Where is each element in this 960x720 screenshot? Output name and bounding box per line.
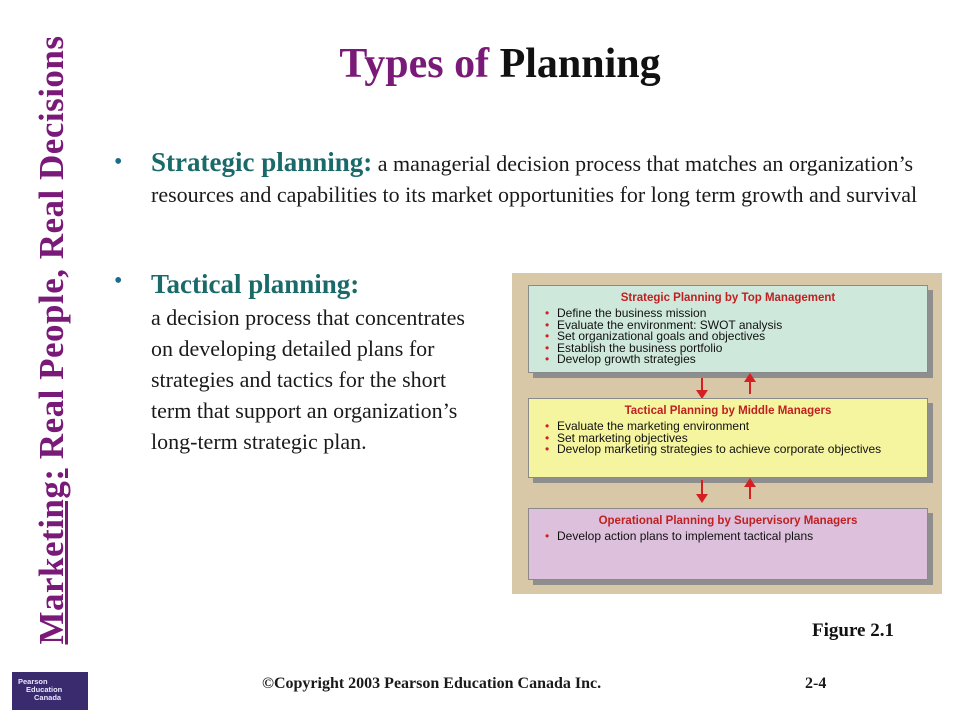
bullet-strategic-planning — [114, 147, 921, 210]
panel-item: • Develop growth strategies — [557, 354, 927, 366]
copyright-footer: ©Copyright 2003 Pearson Education Canada Inc. — [262, 675, 602, 692]
logo-line: Canada — [34, 693, 62, 702]
page-title — [0, 40, 960, 88]
bullet-dot-icon: • — [114, 268, 123, 294]
arrow-up-icon — [749, 380, 751, 394]
side-title-tagline: Real People, Real Decisions — [32, 35, 71, 469]
panel-item: • Develop action plans to implement tactical plans — [557, 531, 927, 543]
arrow-down-icon — [701, 378, 703, 392]
panel-item: • Define the business mission — [557, 308, 927, 320]
panel-item: • Set organizational goals and objectives — [557, 331, 927, 343]
panel-item: • Establish the business portfolio — [557, 343, 927, 355]
panel-item: • Develop marketing strategies to achieve corporate objectives — [557, 444, 927, 456]
panel-heading: Operational Planning by Supervisory Managers — [598, 515, 858, 527]
side-title-marketing: Marketing: — [32, 468, 71, 645]
bullet-term: Tactical planning: — [151, 269, 360, 299]
bullet-term: Strategic planning: — [151, 147, 373, 177]
bullet-tactical-planning — [114, 266, 471, 457]
panel-item: • Evaluate the environment: SWOT analysis — [557, 320, 927, 332]
panel-heading: Strategic Planning by Top Management — [620, 292, 836, 304]
page-title-part2: Planning — [499, 41, 661, 87]
arrow-down-icon — [701, 480, 703, 496]
page-title-part1: Types of — [339, 41, 490, 87]
logo-line: Pearson — [18, 677, 48, 686]
pearson-logo — [12, 672, 88, 710]
panel-strategic — [528, 285, 928, 373]
panel-tactical — [528, 398, 928, 478]
page-number: 2-4 — [805, 675, 827, 692]
panel-item: • Set marketing objectives — [557, 433, 927, 445]
panel-operational — [528, 508, 928, 580]
bullet-dot-icon: • — [114, 149, 123, 175]
bullet-text: a managerial decision process that matches an organization’s resources and capabilities to its market opportunities for long term growth and survival — [151, 151, 918, 207]
planning-figure — [512, 273, 942, 594]
arrow-up-icon — [749, 485, 751, 499]
panel-item: • Evaluate the marketing environment — [557, 421, 927, 433]
bullet-text: a decision process that concentrates on developing detailed plans for strategies and tactics for the short term that support an organization’s long-term strategic plan. — [151, 305, 465, 454]
side-title — [22, 20, 82, 660]
logo-line: Education — [26, 685, 63, 694]
panel-heading: Tactical Planning by Middle Managers — [624, 405, 832, 417]
figure-caption: Figure 2.1 — [812, 620, 894, 641]
